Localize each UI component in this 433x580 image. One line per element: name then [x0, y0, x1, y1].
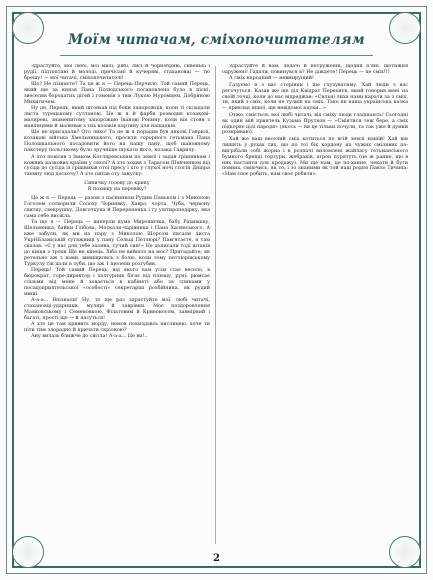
paragraph: Ну де, Перець, який штовхав під боки запорожців, коли ті складали листа турецькому султанові. Це ж я й фарби розводив козакові-маляреві, знаменитому запорожцю Іванові Репину, коли він стояв з мавпицями й малював з тих козаків картину для нащадків. — [24, 105, 210, 130]
paragraph: Це ж я — Перець — разом з паснинком Рудим Паньком і з Миколою Гоголем сотворили Солоху Чорнявку, Хавро, чорта, Чуба, червону свитку, свекрушку, Довгочхуна й Перерепенка і ту уштиропедірку, яка сама себе висікла. — [24, 195, 210, 219]
paragraph: Газуємо я з вас сторінки і ще глузуватиму. Хай люди з вас регочуться. Казав же ще дід Квідрат Перехнєв, який говорив мені на своїй точці, коли до нас відреджав: «Сильні лиха нами карати за з сміх, ти, який з сміх, коли не тулиш на сміх. Тако як наша українська казка — приклад іншої, ще невідомої науки...» — [222, 81, 408, 112]
title-rule — [60, 55, 373, 56]
left-column — [24, 64, 210, 550]
paragraph: Та що я — Перець — виперли кума Мирошичка, бабу Рахившку, Шельменка, байки Глібова, Москаля-чарівника і Пана Халявського. А вже забули, як ми на пару з Миколою Шорсом писали листа УкрНБзаміській сутяжниці у пану Сельці Петлюрі? Пам'ятаєте, я там сказав: «Є у нас для тебе халява, сучий син!» Не дописали тоді штанів до кінця з трохи Ще не кінець. Хіба не вийшло на моє? Пригадайте, як ретельно аж з вами, вивищились з болю, коли тому петлюрівському Туркулу тік дали в зуби, що аж 1 щелепи розгубив. — [24, 219, 210, 267]
paragraph: Отже, сміється, мої любі читачі, від сміху люди гладшають! Сьогодні як один мій приятель Кузьма Прутков — «Сміятися теж бере, а сміх підкоряє цілі народи» (якось — ви це тільки почули, та так уже й думки розкриваю). — [222, 111, 408, 136]
page-title: Моїм читачам, сміхопочитателям — [68, 32, 365, 48]
corner-ornament — [389, 12, 421, 44]
paragraph: Синичку голову до крику Я похищу на перевіку? — [84, 180, 150, 193]
title-area — [40, 26, 393, 54]
paragraph: Здрастуйте, мої любі, мої милі, рябі, лисі й чорнобриві, сивенькі і рудії, підтоптані й молоді, причісані й кучеряві, стахановці — тю брешу! — мої читачі, сміхопочитателі! — [24, 64, 210, 81]
paragraph: А хто повісив з Іваном Котляревським по землі і задав грішникам і кожних казкових країни у смолі? А хто ходив з Тарасом Шевченком від сусіда до сусіда із грішників отої пресу і хто у глухої ночі стогін Дніпра таємну люд досхочу? А хто питав оту закуску: — [24, 153, 210, 178]
column-divider — [215, 66, 216, 544]
paragraph: А сміх народний — невмирущий! — [229, 75, 314, 82]
paragraph: Перець! Той самий Перець, від якого вам усім стає весело, в бюрократ, горе-директор і халтурник бігає від плюшу, руні: рюмсає слізьми від мене й ховається в кабінеті або за спинами у посадоприятельської «особості» секретарші розбійника, як рудий миші. — [24, 266, 210, 297]
paragraph: Ану вилазь ближче до світла! А-а-а... Це ви!.. — [31, 333, 148, 340]
right-column — [222, 64, 408, 550]
paragraph: Здрастуйте й вам, ледачі й нетруженні, щодня п'яні, щотижня одружені! Гадали, повинувся я? Не діждете! Перець — це сміх!!! — [222, 64, 408, 75]
paragraph: Ще не пригадали? Ото лихо! Та це ж я порадив був дякові Гаврилі, козакові війська Хмельницького, просити горорного гетьмана Пана Полощкального посадовити його на нашу пану, щоб шановному пакстеру польському було зручніше шукати його, козака Гаврилу. — [24, 129, 210, 154]
paragraph: А-а-а... Впізнали! Ну, то ще раз здрастуйте мої, любі читачі, стахановці-ударники, мулярі й заврівни. Моє поздоровлення Маяковському і Семеновкою, Філатовим й Кривоносом, завмірний і багаті, прості ще — й пасуться! — [24, 296, 210, 321]
paragraph: А хто це там кривить морду, немов покиздавсь кислицею, хоче ти піти тим злорадно й кричати скрілкою? — [24, 321, 210, 333]
paragraph: Хай же ваш веселий сміх котиться по всій землі нашій! Хай він лишить у рухах тих, що по тої бік кордону на чужих сміливих по-вигрібали собі жорна і в розпачі виломлені жайлагу гетьманського бумного бренді тортури, жебраків, атрон пурятуть (це ж ранне, що в них настанти для продажу). Ми ще нам, це по-ханне, чекати й бути повних, сміючись, як то, і зо знаними як той наш родня Павло Тичина: «Нам своє робить, нам своє робити». — [222, 135, 408, 178]
paragraph: Що? Не пізнаєте? Та це ж я — Перець-Перчило. Той самий Перець, який ще за князя Пана Полюдського посадовлено було в пісні, звеселяв бородатих дітей і гомонів з тим Лукою Муромцем, Добриною Микитичем. — [24, 81, 210, 105]
page-number: 2 — [213, 553, 220, 564]
